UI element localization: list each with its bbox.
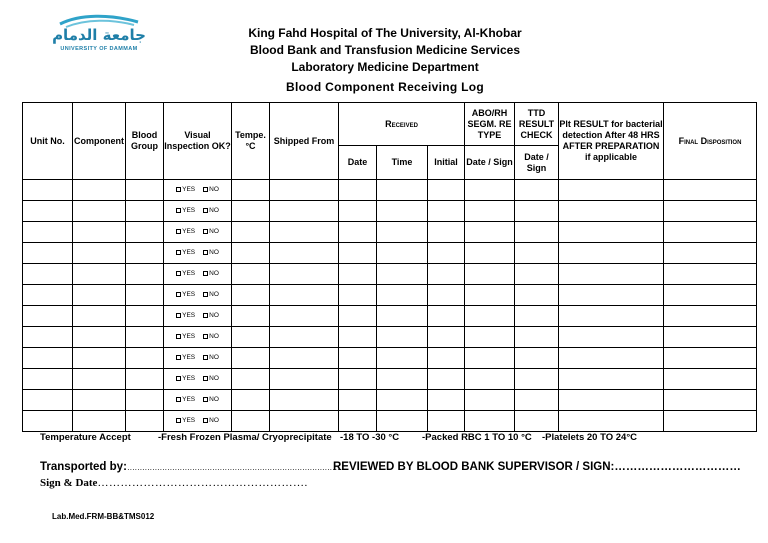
log-cell[interactable] [126,285,164,306]
header-unit-no: Unit No. [23,103,73,180]
log-cell[interactable] [339,348,377,369]
no-checkbox[interactable] [203,334,208,339]
yes-checkbox[interactable] [176,397,181,402]
log-cell[interactable] [515,369,559,390]
yes-label: YES [182,291,196,299]
visual-inspection-cell[interactable] [164,411,232,432]
no-checkbox[interactable] [203,355,208,360]
yes-checkbox[interactable] [176,313,181,318]
visual-inspection-cell[interactable] [164,243,232,264]
log-cell[interactable] [664,348,757,369]
log-body [23,180,757,432]
header-received: Received [339,103,465,146]
log-cell[interactable] [559,390,664,411]
yes-checkbox[interactable] [176,292,181,297]
log-cell[interactable] [515,306,559,327]
header-final-disposition: Final Disposition [664,103,757,180]
log-cell[interactable] [73,327,126,348]
log-cell[interactable] [23,369,73,390]
header-shipped-from: Shipped From [270,103,339,180]
transported-by-field[interactable]: …………………………………………………………………………… [126,463,345,472]
log-cell[interactable] [465,264,515,285]
log-cell[interactable] [515,201,559,222]
log-cell[interactable] [339,369,377,390]
visual-inspection-cell[interactable] [164,201,232,222]
log-cell[interactable] [428,369,465,390]
logo-arabic-text: جامعة الدمام [52,26,146,44]
packed-rbc-range: -Packed RBC 1 TO 10 °C [422,432,532,443]
log-cell[interactable] [339,411,377,432]
log-cell[interactable] [23,180,73,201]
log-cell[interactable] [465,306,515,327]
log-cell[interactable] [559,222,664,243]
log-cell[interactable] [465,348,515,369]
log-cell[interactable] [664,285,757,306]
log-cell[interactable] [664,243,757,264]
log-cell[interactable] [559,243,664,264]
ffp-label: -Fresh Frozen Plasma/ Cryoprecipitate [158,432,332,443]
log-row [23,222,757,243]
log-cell[interactable] [270,201,339,222]
log-cell[interactable] [664,222,757,243]
log-cell[interactable] [559,285,664,306]
yes-label: YES [182,333,196,341]
log-cell[interactable] [73,201,126,222]
log-row [23,327,757,348]
log-cell[interactable] [559,348,664,369]
temperature-accept-label: Temperature Accept [40,432,131,443]
log-cell[interactable] [126,348,164,369]
log-cell[interactable] [73,390,126,411]
yes-label: YES [182,396,196,404]
log-cell[interactable] [559,306,664,327]
log-cell[interactable] [270,222,339,243]
transported-by [40,461,344,473]
log-row [23,411,757,432]
log-cell[interactable] [339,285,377,306]
log-cell[interactable] [126,306,164,327]
log-cell[interactable] [270,243,339,264]
yes-checkbox[interactable] [176,229,181,234]
log-cell[interactable] [377,222,428,243]
header-time: Time [377,146,428,180]
transported-by-label: Transported by: [40,461,127,473]
reviewed-by-supervisor[interactable]: REVIEWED BY BLOOD BANK SUPERVISOR / SIGN:…………………………… [333,461,741,473]
log-cell[interactable] [73,285,126,306]
no-label: NO [209,228,219,236]
log-cell[interactable] [465,285,515,306]
log-cell[interactable] [515,180,559,201]
log-cell[interactable] [270,327,339,348]
header-ttd-date-sign: Date / Sign [515,146,559,180]
header-abo-date-sign: Date / Sign [465,146,515,180]
yes-checkbox[interactable] [176,208,181,213]
no-label: NO [209,354,219,362]
header-ttd: TTD RESULT CHECK [515,103,559,146]
log-cell[interactable] [232,348,270,369]
yes-checkbox[interactable] [176,250,181,255]
log-row [23,180,757,201]
log-cell[interactable] [377,390,428,411]
visual-inspection-cell[interactable] [164,306,232,327]
no-label: NO [209,207,219,215]
log-row [23,243,757,264]
log-cell[interactable] [515,348,559,369]
log-cell[interactable] [339,180,377,201]
no-checkbox[interactable] [203,250,208,255]
sign-and-date [40,477,308,489]
log-cell[interactable] [73,411,126,432]
log-cell[interactable] [73,348,126,369]
log-cell[interactable] [232,243,270,264]
log-cell[interactable] [559,327,664,348]
log-row [23,390,757,411]
document-header [200,25,570,76]
logo-english-text: UNIVERSITY OF DAMMAM [60,46,138,52]
yes-checkbox[interactable] [176,334,181,339]
log-cell[interactable] [270,348,339,369]
log-cell[interactable] [23,348,73,369]
platelets-range: -Platelets 20 TO 24°C [542,432,637,443]
log-cell[interactable] [126,390,164,411]
log-cell[interactable] [126,180,164,201]
log-cell[interactable] [73,222,126,243]
no-checkbox[interactable] [203,397,208,402]
log-cell[interactable] [126,327,164,348]
log-cell[interactable] [23,411,73,432]
log-cell[interactable] [339,201,377,222]
log-cell[interactable] [270,369,339,390]
form-number: Lab.Med.FRM-BB&TMS012 [52,512,155,521]
visual-inspection-cell[interactable] [164,348,232,369]
log-cell[interactable] [465,369,515,390]
hospital-name: King Fahd Hospital of The University, Al-Khobar [248,26,522,40]
log-cell[interactable] [559,264,664,285]
log-cell[interactable] [339,306,377,327]
log-cell[interactable] [515,264,559,285]
yes-label: YES [182,228,196,236]
visual-inspection-cell[interactable] [164,369,232,390]
yes-checkbox[interactable] [176,355,181,360]
log-cell[interactable] [664,369,757,390]
no-label: NO [209,375,219,383]
log-cell[interactable] [126,411,164,432]
log-cell[interactable] [515,243,559,264]
log-row [23,285,757,306]
log-cell[interactable] [270,285,339,306]
log-cell[interactable] [428,390,465,411]
log-cell[interactable] [23,306,73,327]
log-cell[interactable] [559,201,664,222]
log-cell[interactable] [428,411,465,432]
log-cell[interactable] [232,222,270,243]
university-logo [40,14,158,62]
log-cell[interactable] [465,201,515,222]
log-cell[interactable] [428,348,465,369]
no-checkbox[interactable] [203,208,208,213]
log-cell[interactable] [232,201,270,222]
log-cell[interactable] [515,390,559,411]
log-cell[interactable] [515,222,559,243]
log-cell[interactable] [559,180,664,201]
log-cell[interactable] [232,390,270,411]
visual-inspection-cell[interactable] [164,285,232,306]
log-cell[interactable] [232,369,270,390]
log-cell[interactable] [232,306,270,327]
visual-inspection-cell[interactable] [164,390,232,411]
log-cell[interactable] [126,369,164,390]
yes-label: YES [182,417,196,425]
log-cell[interactable] [515,411,559,432]
header-plt-result: Plt RESULT for bacterial detection After 48 HRS AFTER PREPARATION if applicable [559,103,664,180]
header-date: Date [339,146,377,180]
log-cell[interactable] [73,180,126,201]
log-row [23,348,757,369]
no-label: NO [209,186,219,194]
log-cell[interactable] [339,222,377,243]
log-cell[interactable] [428,327,465,348]
log-cell[interactable] [428,243,465,264]
log-row [23,369,757,390]
yes-label: YES [182,375,196,383]
log-cell[interactable] [465,222,515,243]
log-cell[interactable] [270,306,339,327]
log-cell[interactable] [23,390,73,411]
no-checkbox[interactable] [203,292,208,297]
no-label: NO [209,396,219,404]
log-cell[interactable] [377,348,428,369]
yes-checkbox[interactable] [176,418,181,423]
no-checkbox[interactable] [203,376,208,381]
log-cell[interactable] [339,390,377,411]
log-cell[interactable] [23,327,73,348]
no-label: NO [209,291,219,299]
yes-label: YES [182,207,196,215]
log-cell[interactable] [664,327,757,348]
header-initial: Initial [428,146,465,180]
no-label: NO [209,312,219,320]
log-cell[interactable] [664,180,757,201]
log-cell[interactable] [664,306,757,327]
yes-checkbox[interactable] [176,376,181,381]
log-cell[interactable] [428,201,465,222]
log-cell[interactable] [232,411,270,432]
log-cell[interactable] [232,327,270,348]
no-checkbox[interactable] [203,187,208,192]
log-cell[interactable] [270,180,339,201]
log-cell[interactable] [377,411,428,432]
log-cell[interactable] [377,285,428,306]
log-cell[interactable] [23,243,73,264]
service-name: Blood Bank and Transfusion Medicine Services [249,43,521,57]
log-cell[interactable] [465,390,515,411]
header-temperature: Tempe. °C [232,103,270,180]
log-cell[interactable] [270,411,339,432]
yes-label: YES [182,312,196,320]
log-cell[interactable] [270,390,339,411]
log-cell[interactable] [23,201,73,222]
log-cell[interactable] [126,243,164,264]
log-cell[interactable] [465,411,515,432]
log-cell[interactable] [664,264,757,285]
log-cell[interactable] [465,327,515,348]
log-cell[interactable] [73,306,126,327]
log-cell[interactable] [515,285,559,306]
ffp-range: -18 TO -30 °C [340,432,400,443]
log-cell[interactable] [428,285,465,306]
log-cell[interactable] [232,285,270,306]
log-cell[interactable] [126,264,164,285]
no-checkbox[interactable] [203,418,208,423]
header-component: Component [73,103,126,180]
sign-date-field[interactable]: ………………………………………………. [97,477,308,489]
no-label: NO [209,333,219,341]
log-cell[interactable] [377,306,428,327]
log-cell[interactable] [73,369,126,390]
log-cell[interactable] [23,285,73,306]
log-title: Blood Component Receiving Log [285,80,485,94]
log-cell[interactable] [377,180,428,201]
log-cell[interactable] [515,327,559,348]
log-cell[interactable] [73,264,126,285]
log-cell[interactable] [465,243,515,264]
yes-label: YES [182,270,196,278]
log-cell[interactable] [465,180,515,201]
yes-checkbox[interactable] [176,271,181,276]
no-checkbox[interactable] [203,271,208,276]
log-cell[interactable] [377,369,428,390]
log-row [23,264,757,285]
log-cell[interactable] [23,222,73,243]
visual-inspection-cell[interactable] [164,264,232,285]
yes-label: YES [182,186,196,194]
log-cell[interactable] [428,264,465,285]
no-label: NO [209,249,219,257]
department-name: Laboratory Medicine Department [291,60,479,74]
log-cell[interactable] [339,243,377,264]
header-blood-group: Blood Group [126,103,164,180]
log-cell[interactable] [559,411,664,432]
log-row [23,201,757,222]
yes-label: YES [182,249,196,257]
no-checkbox[interactable] [203,229,208,234]
log-cell[interactable] [73,243,126,264]
no-checkbox[interactable] [203,313,208,318]
header-abo-rh: ABO/RH SEGM. RE TYPE [465,103,515,146]
log-cell[interactable] [232,264,270,285]
log-cell[interactable] [428,180,465,201]
log-cell[interactable] [377,243,428,264]
log-cell[interactable] [126,222,164,243]
header-visual-inspection: Visual Inspection OK? [164,103,232,180]
log-cell[interactable] [377,327,428,348]
sign-date-label: Sign & Date [40,477,98,489]
log-cell[interactable] [428,306,465,327]
yes-checkbox[interactable] [176,187,181,192]
visual-inspection-cell[interactable] [164,180,232,201]
yes-label: YES [182,354,196,362]
log-cell[interactable] [339,327,377,348]
log-cell[interactable] [377,201,428,222]
visual-inspection-cell[interactable] [164,222,232,243]
log-row [23,306,757,327]
receiving-log-table [22,102,757,432]
no-label: NO [209,270,219,278]
log-cell[interactable] [339,264,377,285]
log-cell[interactable] [377,264,428,285]
log-cell[interactable] [232,180,270,201]
log-cell[interactable] [23,264,73,285]
log-cell[interactable] [559,369,664,390]
log-cell[interactable] [664,411,757,432]
log-cell[interactable] [270,264,339,285]
log-cell[interactable] [126,201,164,222]
visual-inspection-cell[interactable] [164,327,232,348]
log-cell[interactable] [664,201,757,222]
no-label: NO [209,417,219,425]
log-cell[interactable] [664,390,757,411]
log-cell[interactable] [428,222,465,243]
